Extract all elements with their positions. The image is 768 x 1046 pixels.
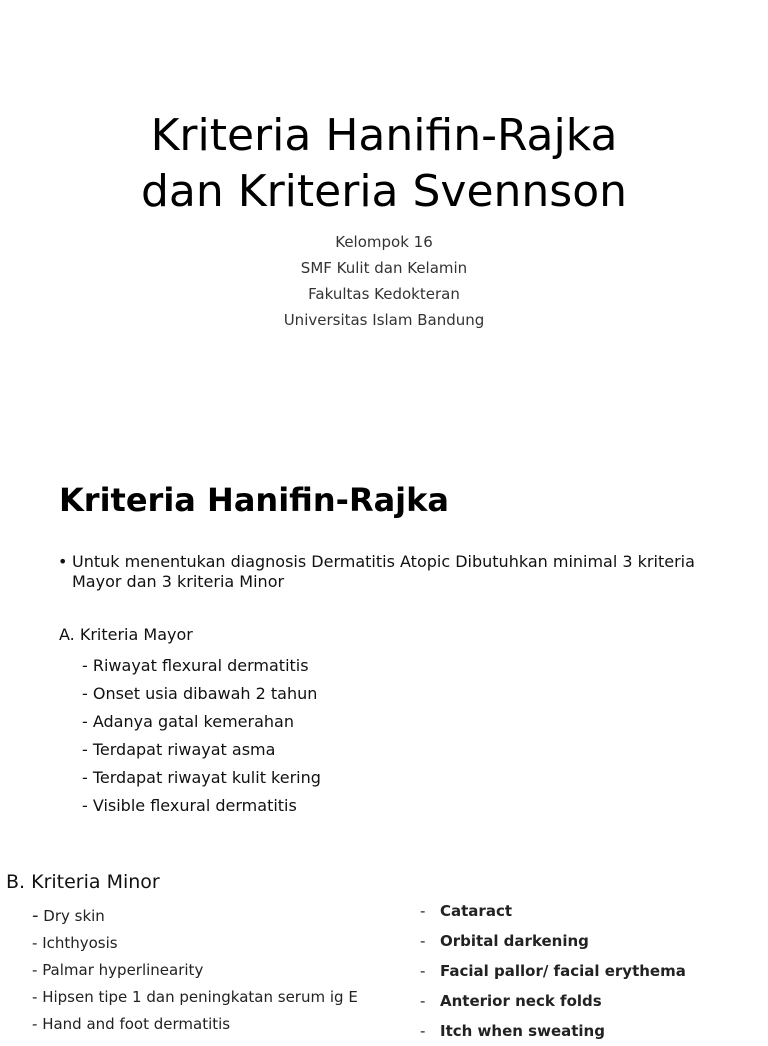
presentation-title [0,108,768,220]
list-item: - Visible flexural dermatitis [82,796,297,815]
bullet-mark: • [58,552,68,571]
list-item: - Riwayat flexural dermatitis [82,656,309,675]
list-item [32,1011,358,1038]
list-dash: - [420,992,426,1010]
major-criteria-list [82,652,321,820]
title-line-1: Kriteria Hanifin-Rajka [150,110,618,161]
subtitle-department: SMF Kulit dan Kelamin [300,259,468,277]
list-dash: - [420,962,426,980]
subtitle-group: Kelompok 16 [335,233,433,251]
list-item [420,926,686,956]
list-item: - Adanya gatal kemerahan [82,712,294,731]
list-dash: - [32,988,38,1006]
criteria-slide [0,440,768,1040]
subtitle-university: Universitas Islam Bandung [283,311,485,329]
list-item-text: Itch when sweating [440,1022,605,1040]
list-item [32,957,358,984]
list-item: - Onset usia dibawah 2 tahun [82,684,318,703]
minor-criteria-heading: B. Kriteria Minor [6,871,160,893]
list-item-text: Hand and foot dermatitis [37,1015,231,1033]
list-item: - Terdapat riwayat kulit kering [82,768,321,787]
title-slide [0,0,768,440]
presentation-subtitle [0,229,768,333]
intro-bullet [58,552,738,592]
list-item [32,930,358,957]
list-dash: - [32,934,38,952]
list-item-text: Hipsen tipe 1 dan peningkatan serum ig E [37,988,358,1006]
major-criteria-heading: A. Kriteria Mayor [59,625,193,644]
list-item-text: Facial pallor/ facial erythema [440,962,686,980]
list-item [420,896,686,926]
list-dash: - [420,1022,426,1040]
slide-title: Kriteria Hanifin-Rajka [59,481,450,519]
bullet-text: Untuk menentukan diagnosis Dermatitis Atopic Dibutuhkan minimal 3 kriteria Mayor dan 3 kriteria Minor [72,552,695,591]
minor-criteria-list-left [32,902,358,1038]
list-item-text: Dry skin [38,907,105,925]
list-item-text: Cataract [440,902,513,920]
list-item-text: Palmar hyperlinearity [37,961,204,979]
list-item [420,1016,686,1046]
list-item-text: Orbital darkening [440,932,589,950]
list-dash: - [32,1015,38,1033]
list-item-text: Anterior neck folds [440,992,602,1010]
list-item [420,986,686,1016]
subtitle-faculty: Fakultas Kedokteran [308,285,460,303]
list-dash: - [32,905,39,926]
list-dash: - [420,932,426,950]
list-item [32,902,358,930]
list-item [32,984,358,1011]
list-item-text: Ichthyosis [37,934,118,952]
minor-criteria-list-right [420,896,686,1046]
list-item [420,956,686,986]
list-dash: - [420,902,426,920]
title-line-2: dan Kriteria Svennson [140,166,628,217]
list-dash: - [32,961,38,979]
list-item: - Terdapat riwayat asma [82,740,276,759]
